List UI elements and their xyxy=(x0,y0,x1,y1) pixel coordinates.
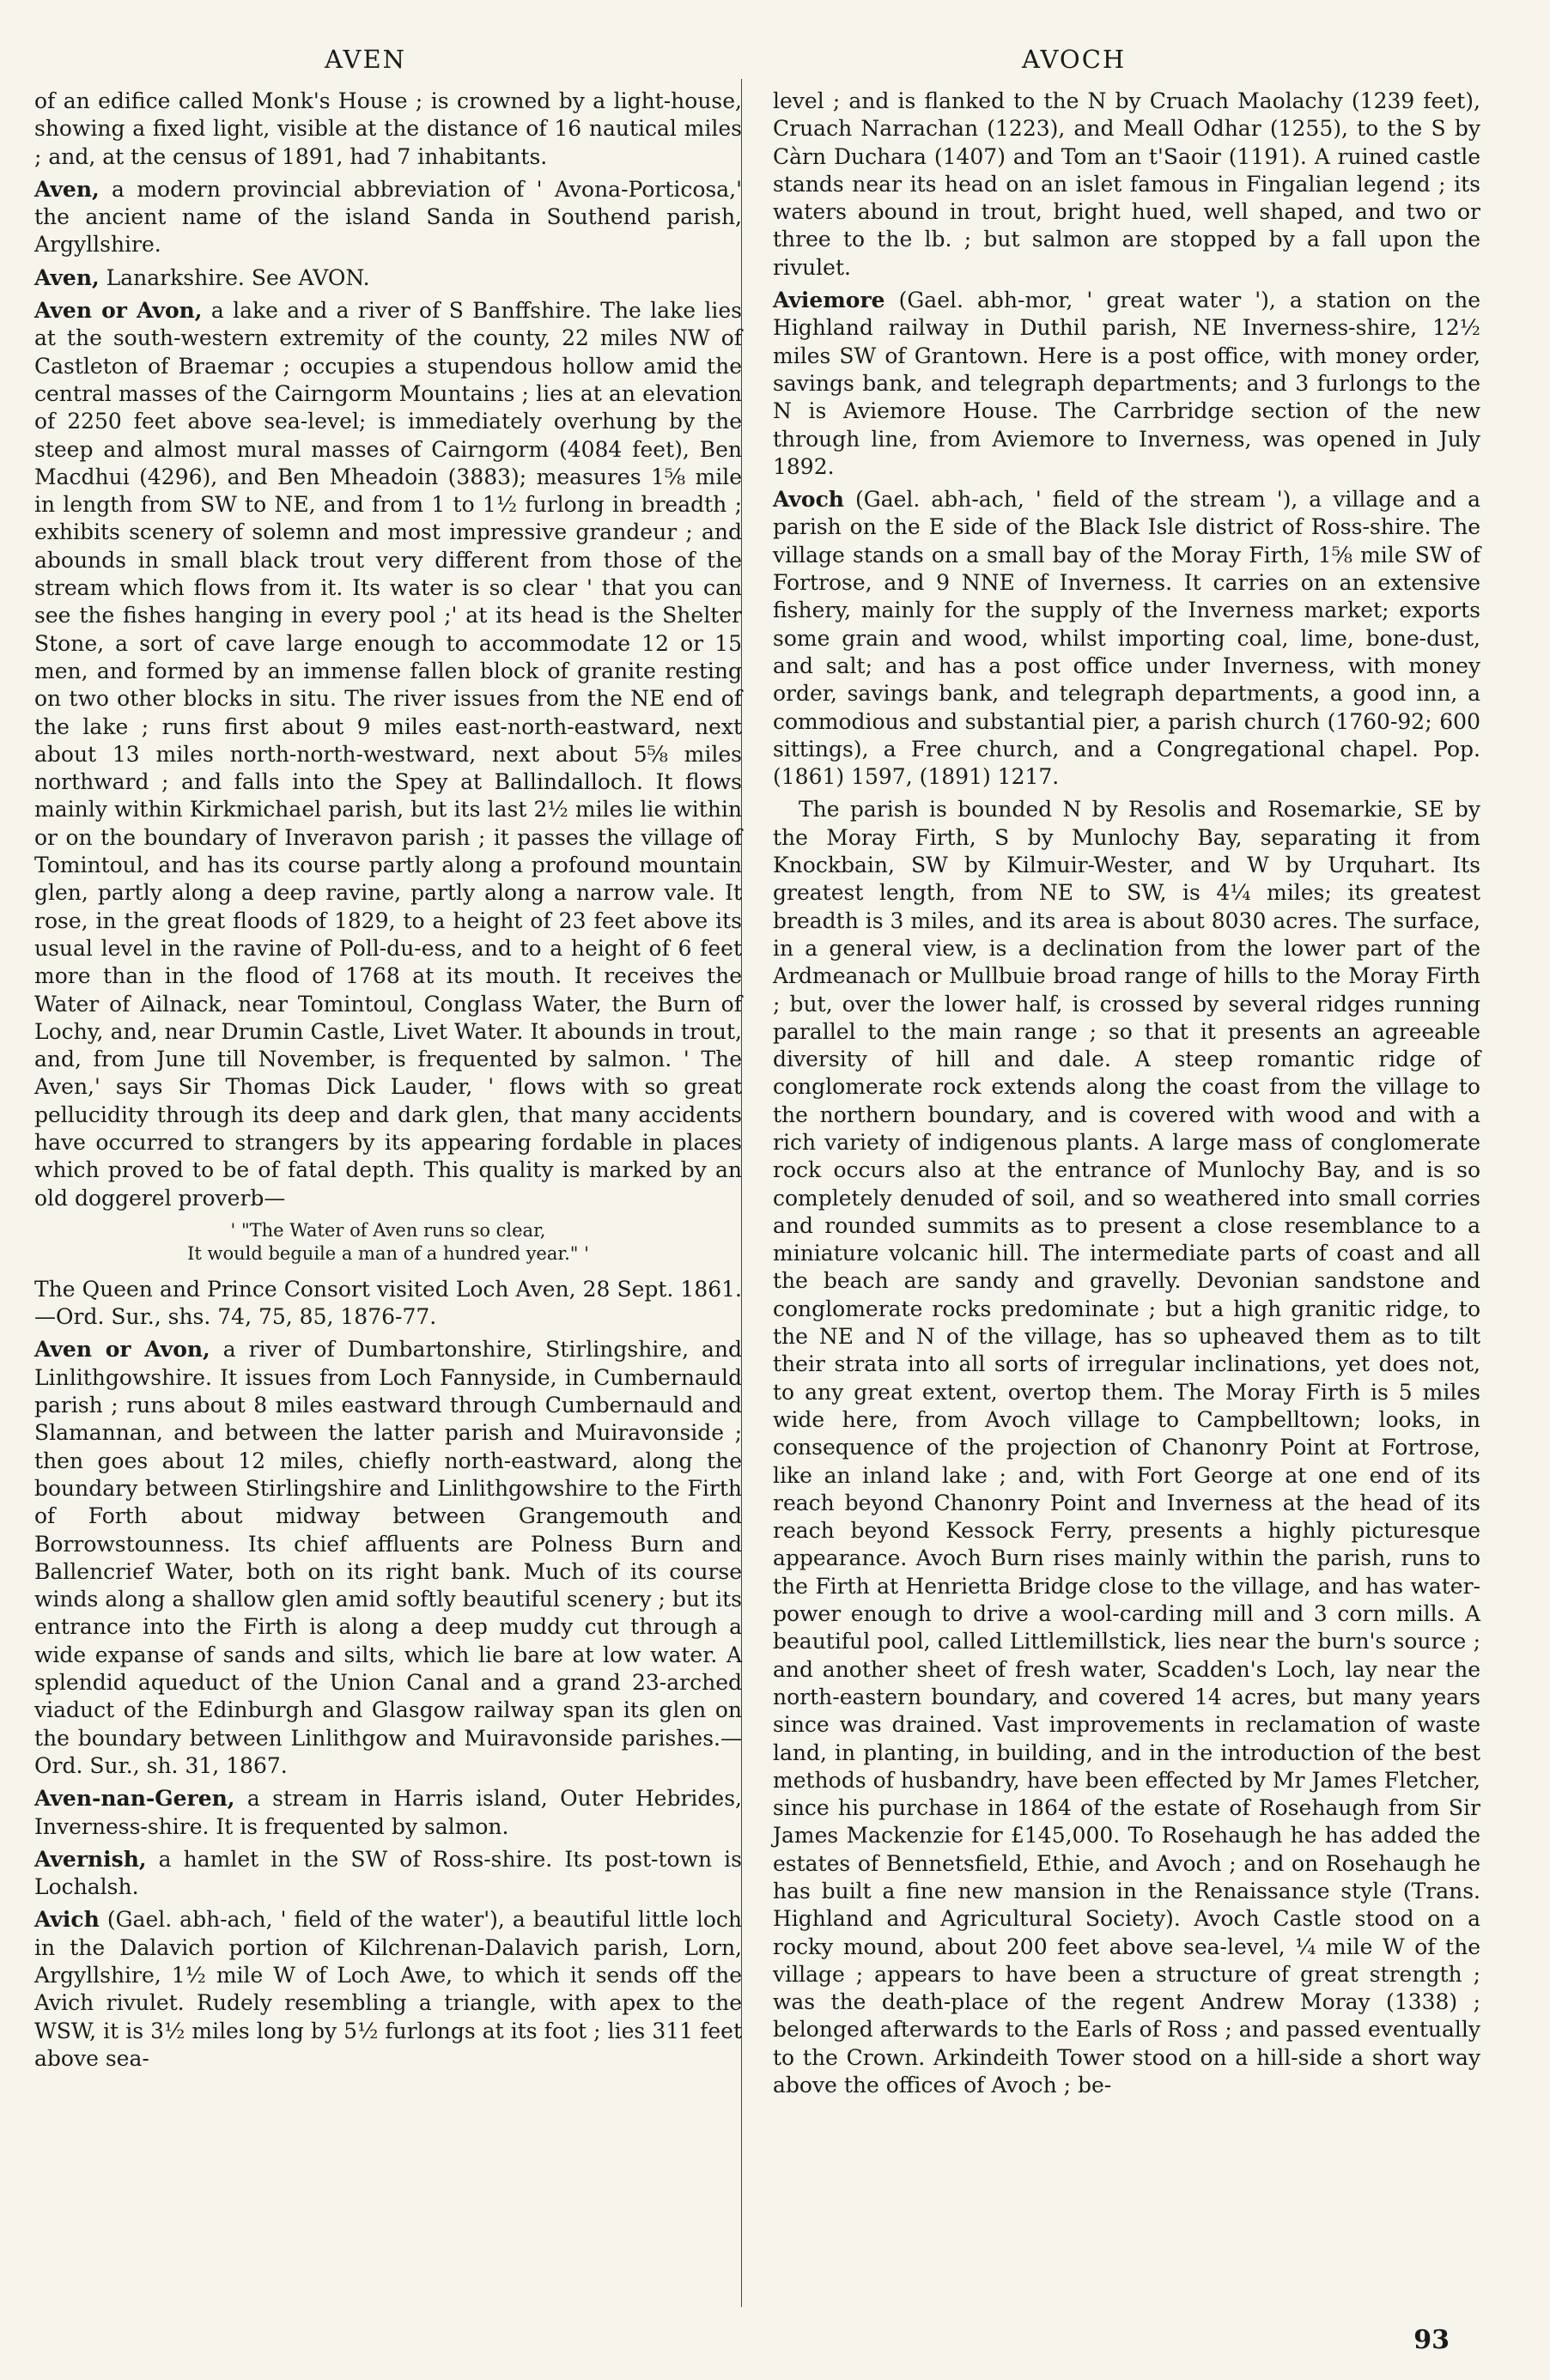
gazetteer-entry xyxy=(34,1336,742,1780)
entry-text: a stream in Harris island, Outer Hebrides, Inverness-shire. It is frequented by salmon. xyxy=(34,1786,742,1839)
gazetteer-entry xyxy=(34,88,742,171)
gazetteer-entry xyxy=(34,1846,742,1902)
right-column xyxy=(773,88,1480,2104)
entry-headword: Avernish, xyxy=(34,1846,147,1872)
gazetteer-entry xyxy=(773,486,1480,791)
entry-text: Lanarkshire. See AVON. xyxy=(99,264,370,290)
quote-line: ' "The Water of Aven runs so clear, xyxy=(230,1219,546,1241)
entry-headword: Aven, xyxy=(34,264,100,290)
entry-headword: Avich xyxy=(34,1907,100,1933)
entry-headword: Aven, xyxy=(34,176,100,202)
gazetteer-entry xyxy=(34,1906,742,2073)
entry-text: (Gael. abh-ach, ' field of the stream '), a village and a parish on the E side of the Black Isle district of Ross-shire. The village stands on a small bay of the Moray Firth, 1⅝ mile SW of Fortrose, and 9 NNE of Inverness. It carries on an extensive fishery, mainly for the supply of the Inverness market; exports some grain and wood, whilst importing coal, lime, bone-dust, and salt; and has a post office under Inverness, with money order, savings bank, and telegraph departments, a good inn, a commodious and substantial pier, a parish church (1760-92; 600 sittings), a Free church, and a Congregational chapel. Pop. (1861) 1597, (1891) 1217. xyxy=(773,487,1480,790)
entry-text: level ; and is flanked to the N by Cruach Maolachy (1239 feet), Cruach Narrachan (1223), and Meall Odhar (1255), to the S by Càrn Duchara (1407) and Tom an t'Saoir (1191). A ruined castle stands near its head on an islet famous in Fingalian legend ; its waters abound in trout, bright hued, well shaped, and two or three to the lb. ; but salmon are stopped by a fall upon the rivulet. xyxy=(773,88,1480,280)
entry-text: (Gael. abh-mor, ' great water '), a station on the Highland railway in Duthil parish, NE Inverness-shire, 12½ miles SW of Grantown. Here is a post office, with money order, savings bank, and telegraph departments; and 3 furlongs to the N is Aviemore House. The Carrbridge section of the new through line, from Aviemore to Inverness, was opened in July 1892. xyxy=(773,288,1480,479)
gazetteer-entry xyxy=(773,88,1480,282)
gazetteer-entry xyxy=(773,796,1480,2099)
quotation xyxy=(34,1219,742,1266)
gazetteer-entry xyxy=(34,1276,742,1332)
quote-line: It would beguile a man of a hundred year." ' xyxy=(187,1242,589,1264)
entry-text: The Queen and Prince Consort visited Loch Aven, 28 Sept. 1861.—Ord. Sur., shs. 74, 75, 85, 1876-77. xyxy=(34,1276,742,1330)
gazetteer-entry xyxy=(34,1785,742,1841)
entry-headword: Aven or Avon, xyxy=(34,1337,210,1363)
entry-headword: Aven or Avon, xyxy=(34,298,203,324)
entry-text: (Gael. abh-ach, ' field of the water'), a beautiful little loch in the Dalavich portion of Kilchrenan-Dalavich parish, Lorn, Argyllshire, 1½ mile W of Loch Awe, to which it sends off the Avich rivulet. Rudely resembling a triangle, with apex to the WSW, it is 3½ miles long by 5½ furlongs at its foot ; lies 311 feet above sea- xyxy=(34,1907,742,2071)
page-number: 93 xyxy=(1413,2325,1450,2355)
entry-text: of an edifice called Monk's House ; is crowned by a light-house, showing a fixed light, visible at the distance of 16 nautical miles ; and, at the census of 1891, had 7 inhabitants. xyxy=(34,88,742,169)
entry-text: a river of Dumbartonshire, Stirlingshire, and Linlithgowshire. It issues from Loch Fannyside, in Cumbernauld parish ; runs about 8 miles eastward through Cumbernauld and Slamannan, and between the latter parish and Muiravonside ; then goes about 12 miles, chiefly north-eastward, along the boundary between Stirlingshire and Linlithgowshire to the Firth of Forth about midway between Grangemouth and Borrowstounness. Its chief affluents are Polness Burn and Ballencrief Water, both on its right bank. Much of its course winds along a shallow glen amid softly beautiful scenery ; but its entrance into the Firth is along a deep muddy cut through a wide expanse of sands and silts, which lie bare at low water. A splendid aqueduct of the Union Canal and a grand 23-arched viaduct of the Edinburgh and Glasgow railway span its glen on the boundary between Linlithgow and Muiravonside parishes.—Ord. Sur., sh. 31, 1867. xyxy=(34,1337,742,1778)
gazetteer-entry xyxy=(34,297,742,1212)
entry-headword: Avoch xyxy=(773,487,844,513)
gazetteer-entry xyxy=(773,287,1480,481)
entry-text: The parish is bounded N by Resolis and Rosemarkie, SE by the Moray Firth, S by Munlochy Bay, separating it from Knockbain, SW by Kilmuir-Wester, and W by Urquhart. Its greatest length, from NE to SW, is 4¼ miles; its greatest breadth is 3 miles, and its area is about 8030 acres. The surface, in a general view, is a declination from the lower part of the Ardmeanach or Mullbuie broad range of hills to the Moray Firth ; but, over the lower half, is crossed by several ridges running parallel to the main range ; so that it presents an agreeable diversity of hill and dale. A steep romantic ridge of conglomerate rock extends along the coast from the village to the northern boundary, and is covered with wood and with a rich variety of indigenous plants. A large mass of conglomerate rock occurs also at the entrance of Munlochy Bay, and is so completely denuded of soil, and so weathered into small corries and rounded summits as to present a close resemblance to a miniature volcanic hill. The intermediate parts of coast and all the beach are sandy and gravelly. Devonian sandstone and conglomerate rocks predominate ; but a high granitic ridge, to the NE and N of the village, has so upheaved them as to tilt their strata into all sorts of irregular inclinations, yet does not, to any great extent, overtop them. The Moray Firth is 5 miles wide here, from Avoch village to Campbelltown; looks, in consequence of the projection of Chanonry Point at Fortrose, like an inland lake ; and, with Fort George at one end of its reach beyond Chanonry Point and Inverness at the head of its reach beyond Kessock Ferry, presents a highly picturesque appearance. Avoch Burn rises mainly within the parish, runs to the Firth at Henrietta Bridge close to the village, and has water-power enough to drive a wool-carding mill and 3 corn mills. A beautiful pool, called Littlemillstick, lies near the burn's source ; and another sheet of fresh water, Scadden's Loch, lay near the north-eastern boundary, and covered 14 acres, but many years since was drained. Vast improvements in reclamation of waste land, in planting, in building, and in the introduction of the best methods of husbandry, have been effected by Mr James Fletcher, since his purchase in 1864 of the estate of Rosehaugh from Sir James Mackenzie for £145,000. To Rosehaugh he has added the estates of Bennetsfield, Ethie, and Avoch ; and on Rosehaugh he has built a fine new mansion in the Renaissance style (Trans. Highland and Agricultural Society). Avoch Castle stood on a rocky mound, about 200 feet above sea-level, ¼ mile W of the village ; appears to have been a structure of great strength ; was the death-place of the regent Andrew Moray (1338) ; belonged afterwards to the Earls of Ross ; and passed eventually to the Crown. Arkindeith Tower stood on a hill-side a short way above the offices of Avoch ; be- xyxy=(773,797,1480,2098)
entry-headword: Aviemore xyxy=(773,288,885,313)
left-column xyxy=(34,88,742,2078)
gazetteer-entry xyxy=(34,176,742,259)
entry-text: a hamlet in the SW of Ross-shire. Its post-town is Lochalsh. xyxy=(34,1846,742,1900)
entry-headword: Aven-nan-Geren, xyxy=(34,1786,235,1812)
running-head-left: AVEN xyxy=(325,45,406,74)
entry-text: a lake and a river of S Banffshire. The lake lies at the south-western extremity of the county, 22 miles NW of Castleton of Braemar ; occupies a stupendous hollow amid the central masses of the Cairngorm Mountains ; lies at an elevation of 2250 feet above sea-level; is immediately overhung by the steep and almost mural masses of Cairngorm (4084 feet), Ben Macdhui (4296), and Ben Mheadoin (3883); measures 1⅝ mile in length from SW to NE, and from 1 to 1½ furlong in breadth ; exhibits scenery of solemn and most impressive grandeur ; and abounds in small black trout very different from those of the stream which flows from it. Its water is so clear ' that you can see the fishes hanging in every pool ;' at its head is the Shelter Stone, a sort of cave large enough to accommodate 12 or 15 men, and formed by an immense fallen block of granite resting on two other blocks in situ. The river issues from the NE end of the lake ; runs first about 9 miles east-north-eastward, next about 13 miles north-north-westward, next about 5⅝ miles northward ; and falls into the Spey at Ballindalloch. It flows mainly within Kirkmichael parish, but its last 2½ miles lie within or on the boundary of Inveravon parish ; it passes the village of Tomintoul, and has its course partly along a profound mountain glen, partly along a deep ravine, partly along a narrow vale. It rose, in the great floods of 1829, to a height of 23 feet above its usual level in the ravine of Poll-du-ess, and to a height of 6 feet more than in the flood of 1768 at its mouth. It receives the Water of Ailnack, near Tomintoul, Conglass Water, the Burn of Lochy, and, near Drumin Castle, Livet Water. It abounds in trout, and, from June till November, is frequented by salmon. ' The Aven,' says Sir Thomas Dick Lauder, ' flows with so great pellucidity through its deep and dark glen, that many accidents have occurred to strangers by its appearing fordable in places which proved to be of fatal depth. This quality is marked by an old doggerel proverb— xyxy=(34,298,742,1211)
gazetteer-entry xyxy=(34,264,742,292)
entry-text: a modern provincial abbreviation of ' Avona-Porticosa,' the ancient name of the island Sanda in Southend parish, Argyllshire. xyxy=(34,176,742,258)
running-head-right: AVOCH xyxy=(1022,45,1127,74)
